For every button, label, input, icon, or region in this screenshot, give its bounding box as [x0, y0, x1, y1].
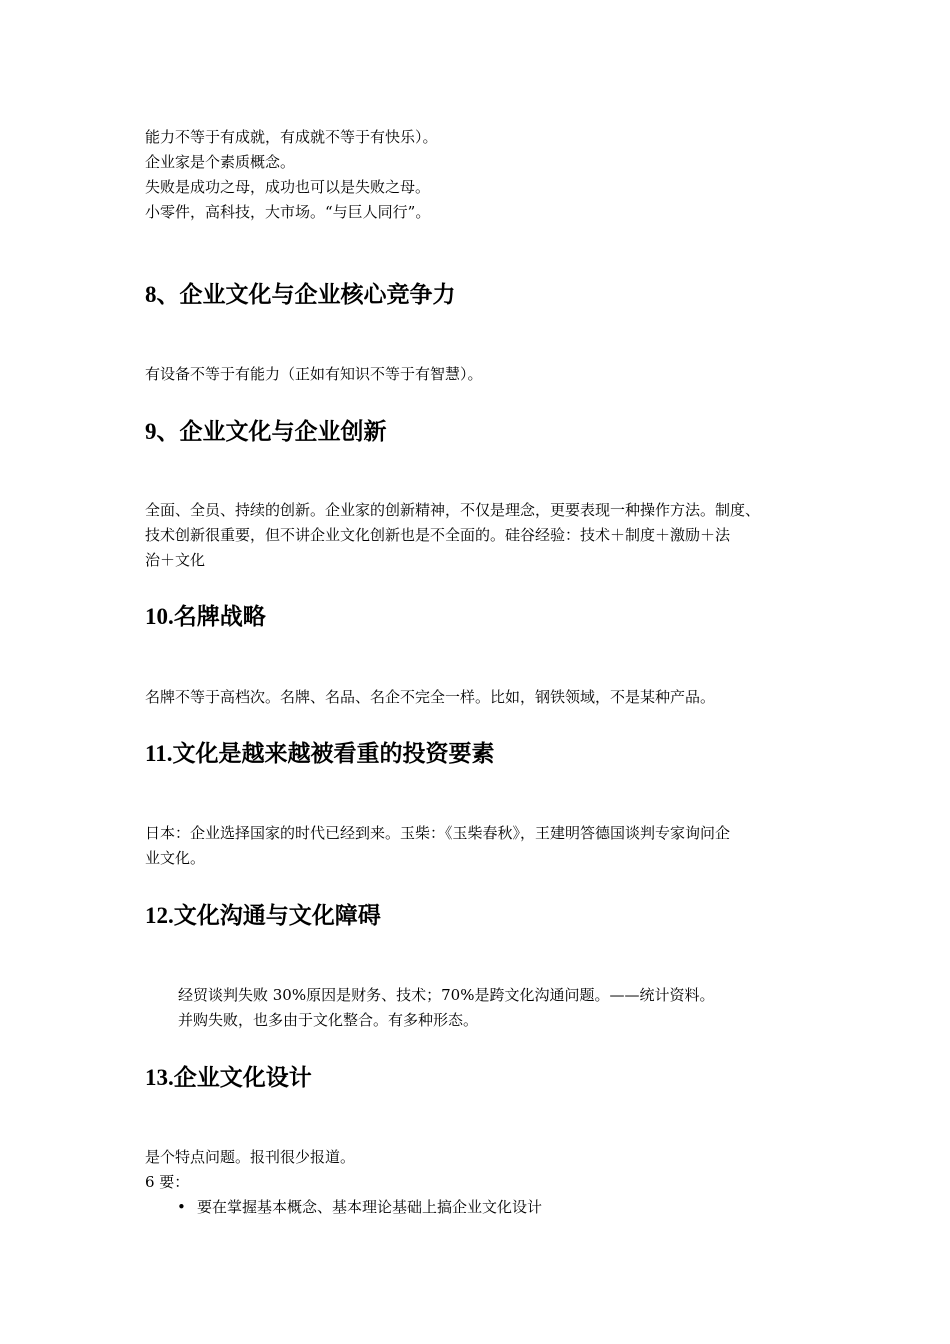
- body-text-line: 治＋文化: [145, 551, 206, 569]
- section-heading-11: 11.文化是越来越被看重的投资要素: [145, 741, 495, 766]
- body-text-line: 全面、全员、持续的创新。企业家的创新精神，不仅是理念，更要表现一种操作方法。制度、: [145, 501, 761, 519]
- body-text-line: 业文化。: [145, 849, 206, 867]
- list-item: 要在掌握基本概念、基本理论基础上搞企业文化设计: [197, 1198, 543, 1216]
- body-text-line: 并购失败，也多由于文化整合。有多种形态。: [178, 1011, 479, 1029]
- section-heading-8: 8、企业文化与企业核心竞争力: [145, 282, 456, 307]
- body-text-line: 有设备不等于有能力（正如有知识不等于有智慧）。: [145, 365, 483, 383]
- body-text-line: 能力不等于有成就，有成就不等于有快乐）。: [145, 128, 438, 146]
- body-text-line: 6 要：: [145, 1173, 190, 1191]
- body-text-line: 经贸谈判失败 30%原因是财务、技术；70%是跨文化沟通问题。——统计资料。: [178, 986, 715, 1004]
- body-text-line: 日本：企业选择国家的时代已经到来。玉柴：《玉柴春秋》，王建明答德国谈判专家询问企: [145, 824, 731, 842]
- body-text-line: 失败是成功之母，成功也可以是失败之母。: [145, 178, 431, 196]
- section-heading-9: 9、企业文化与企业创新: [145, 419, 387, 444]
- body-text-line: 名牌不等于高档次。名牌、名品、名企不完全一样。比如，钢铁领域，不是某种产品。: [145, 688, 716, 706]
- section-heading-10: 10.名牌战略: [145, 604, 266, 629]
- body-text-line: 技术创新很重要，但不讲企业文化创新也是不全面的。硅谷经验：技术＋制度＋激励＋法: [145, 526, 731, 544]
- body-text-line: 小零件，高科技，大市场。“与巨人同行”。: [145, 203, 431, 221]
- bullet-icon: •: [177, 1198, 186, 1216]
- section-heading-12: 12.文化沟通与文化障碍: [145, 903, 381, 928]
- body-text-line: 企业家是个素质概念。: [145, 153, 296, 171]
- section-heading-13: 13.企业文化设计: [145, 1065, 312, 1090]
- body-text-line: 是个特点问题。报刊很少报道。: [145, 1148, 356, 1166]
